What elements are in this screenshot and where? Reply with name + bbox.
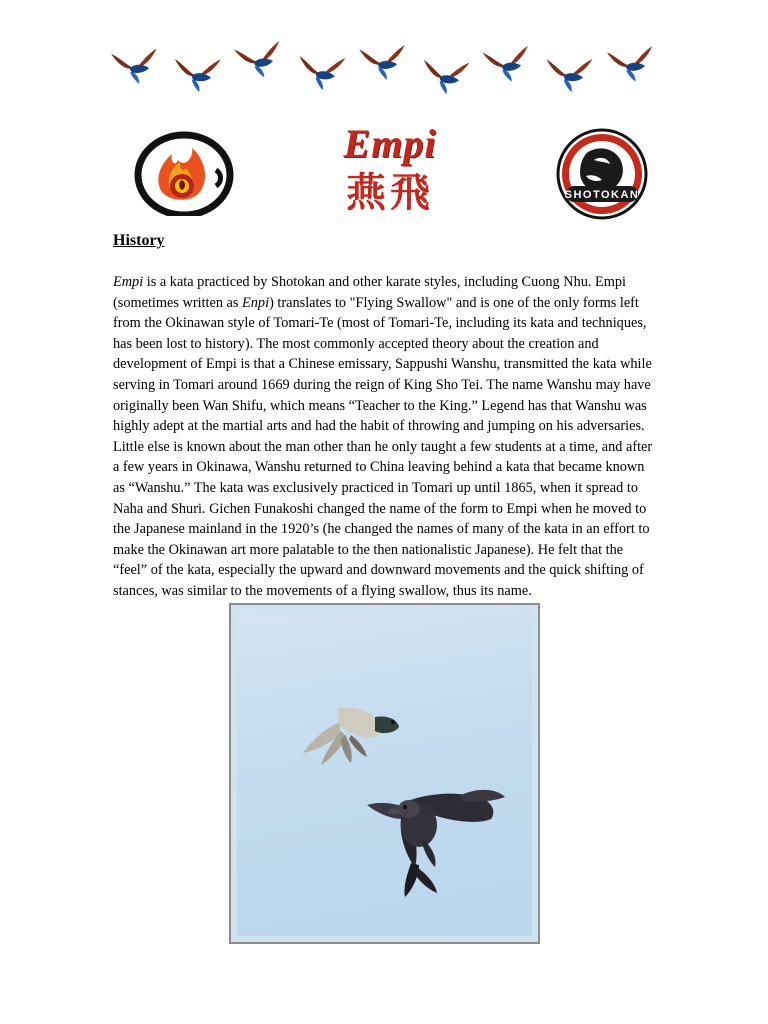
kata-name-alt-italic: Enpi bbox=[242, 294, 270, 311]
page-header-banner bbox=[0, 26, 768, 216]
shotokan-tiger-emblem bbox=[546, 126, 658, 222]
swallow-icon bbox=[478, 43, 536, 88]
section-heading-history: History bbox=[113, 232, 165, 249]
banner-title-block bbox=[300, 122, 480, 216]
svg-text:SHOTOKAN: SHOTOKAN bbox=[564, 189, 640, 201]
swallow-icon bbox=[541, 55, 596, 97]
swallow-icon bbox=[602, 44, 659, 89]
swallow-icon bbox=[169, 55, 225, 98]
history-paragraph bbox=[113, 272, 659, 602]
swallow-icon bbox=[229, 38, 288, 85]
photo-bird-lower bbox=[345, 763, 515, 923]
swallow-icon bbox=[292, 52, 349, 97]
kata-name-italic: Empi bbox=[113, 274, 144, 290]
flame-crest-icon bbox=[132, 130, 236, 216]
history-text-a: is a kata practiced by Shotokan and other karate styles, including Cuong Nhu. Empi (sometimes written as bbox=[113, 274, 626, 311]
banner-kanji: 燕飛 bbox=[346, 170, 434, 216]
swallow-icon bbox=[355, 43, 411, 86]
document-content bbox=[113, 232, 659, 602]
banner-title: Empi bbox=[343, 121, 437, 166]
swallow-icon bbox=[416, 55, 474, 100]
history-text-b: ) translates to "Flying Swallow" and is one of the only forms left from the Okinawan style of Tomari-Te (most of Tomari-Te, including its kata and techniques, has been lost to history). The most commonly accepted theory about the creation and development of Empi is that a Chinese emissary, Sappushi Wanshu, transmitted the kata while serving in Tomari around 1669 during the reign of King Sho Tei. The name Wanshu may have originally been Wan Shifu, which means “Teacher to the King.” Legend has that Wanshu was highly adept at the martial arts and had the habit of throwing and jumping on his adversaries. Little else is known about the man other than he only taught a few students at a time, and after a few years in Okinawa, Wanshu returned to China leaving behind a kata that became known as “Wanshu.” The kata was exclusively practiced in Tomari up until 1865, when it spread to Naha and Shuri. Gichen Funakoshi changed the name of the form to Empi when he moved to the Japanese mainland in the 1920’s (he changed the names of many of the kata in an effort to make the Okinawan art more palatable to the then nationalistic Japanese). He felt that the “feel” of the kata, especially the upward and downward movements and the quick shifting of stances, was similar to the movements of a flying swallow, thus its name. bbox=[113, 294, 653, 599]
swallows-photo bbox=[237, 611, 532, 936]
swallow-row bbox=[108, 40, 668, 108]
photo-frame bbox=[229, 603, 540, 944]
swallow-icon bbox=[107, 46, 164, 90]
